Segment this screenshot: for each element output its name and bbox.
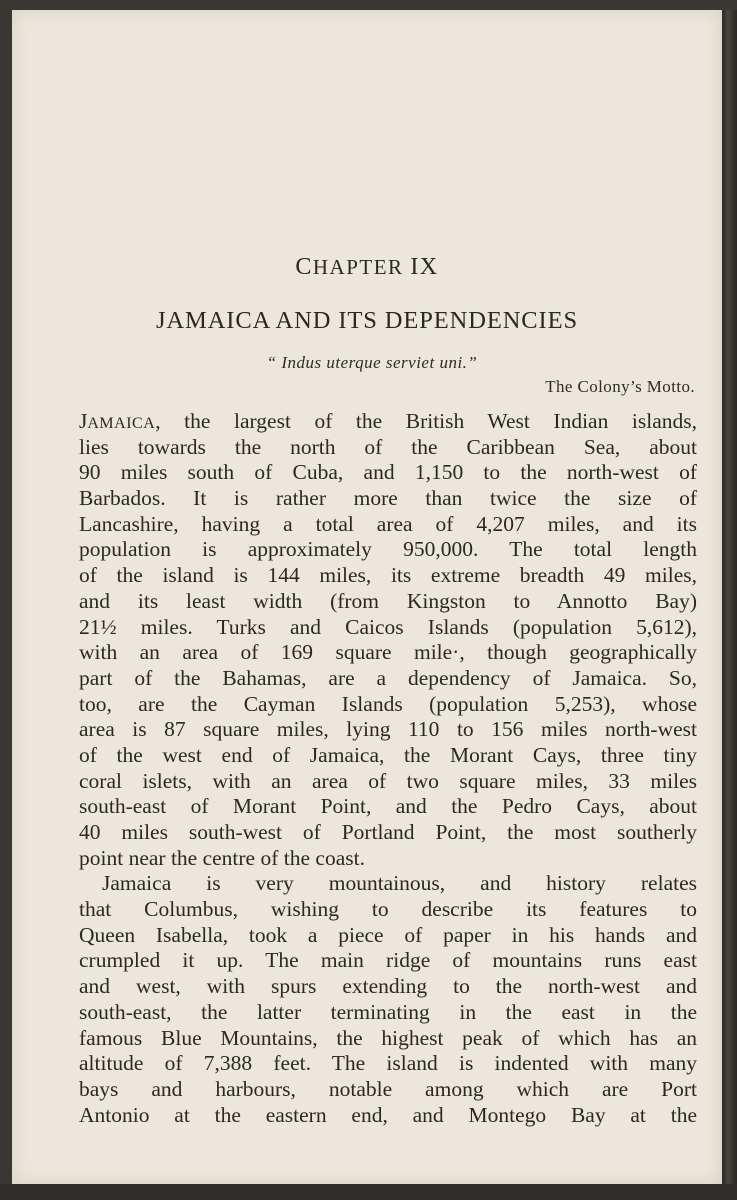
- text-line: Lancashire, having a total area of 4,207 miles, and its: [79, 511, 697, 536]
- text-line: coral islets, with an area of two square miles, 33 miles: [79, 768, 697, 793]
- text-line: Queen Isabella, took a piece of paper in his hands and: [79, 922, 697, 947]
- text-line: and west, with spurs extending to the north-west and: [79, 974, 697, 999]
- text-line: 90 miles south of Cuba, and 1,150 to the north-west of: [79, 460, 697, 485]
- text-line: Barbados. It is rather more than twice the size of: [79, 486, 697, 511]
- text-line: of the island is 144 miles, its extreme breadth 49 miles,: [79, 563, 697, 588]
- text-line: south-east of Morant Point, and the Pedro Cays, about: [79, 794, 697, 819]
- text-line: famous Blue Mountains, the highest peak of which has an: [79, 1025, 697, 1050]
- chapter-label-rest: HAPTER: [312, 255, 404, 279]
- text-line: 40 miles south-west of Portland Point, the most southerly: [79, 820, 697, 844]
- motto-source: The Colony’s Motto.: [545, 377, 695, 396]
- chapter-number: IX: [410, 254, 439, 280]
- small-caps-lead: [79, 409, 156, 433]
- chapter-label-initial: C: [295, 254, 313, 280]
- text-line: point near the centre of the coast.: [79, 845, 365, 870]
- body-text: [79, 409, 697, 1128]
- text-line: Antonio at the eastern end, and Montego Bay at the: [79, 1102, 697, 1127]
- text-line: [79, 409, 697, 435]
- text-line: Jamaica is very mountainous, and history relates: [102, 871, 697, 896]
- text-line: bays and harbours, notable among which are Port: [79, 1076, 697, 1101]
- book-spine-edge: [722, 10, 737, 1184]
- text-line: too, are the Cayman Islands (population 5,253), whose: [79, 691, 697, 716]
- scan-bottom-edge: [0, 1184, 737, 1200]
- text-line: and its least width (from Kingston to Annotto Bay): [79, 588, 697, 613]
- text-line: that Columbus, wishing to describe its features to: [79, 897, 697, 922]
- lead-initial: J: [79, 409, 88, 433]
- lead-rest: AMAICA: [87, 415, 156, 432]
- text-line: part of the Bahamas, are a dependency of Jamaica. So,: [79, 665, 697, 690]
- text-line: 21½ miles. Turks and Caicos Islands (population 5,612),: [79, 614, 697, 639]
- text-line: lies towards the north of the Caribbean Sea, about: [79, 434, 697, 459]
- text-line: population is approximately 950,000. The total length: [79, 537, 697, 562]
- chapter-title: JAMAICA AND ITS DEPENDENCIES: [156, 307, 578, 334]
- text-line: crumpled it up. The main ridge of mountains runs east: [79, 948, 697, 973]
- text-line: area is 87 square miles, lying 110 to 156 miles north-west: [79, 717, 697, 742]
- text-line: with an area of 169 square mile·, though geographically: [79, 640, 697, 665]
- text-line: altitude of 7,388 feet. The island is indented with many: [79, 1051, 697, 1076]
- book-page: [12, 10, 722, 1184]
- text-line: of the west end of Jamaica, the Morant Cays, three tiny: [79, 742, 697, 767]
- line-rest: , the largest of the British West Indian islands,: [155, 409, 697, 433]
- chapter-heading: [12, 254, 722, 281]
- text-line: south-east, the latter terminating in the east in the: [79, 999, 697, 1024]
- motto-text: “ Indus uterque serviet uni.”: [266, 353, 478, 372]
